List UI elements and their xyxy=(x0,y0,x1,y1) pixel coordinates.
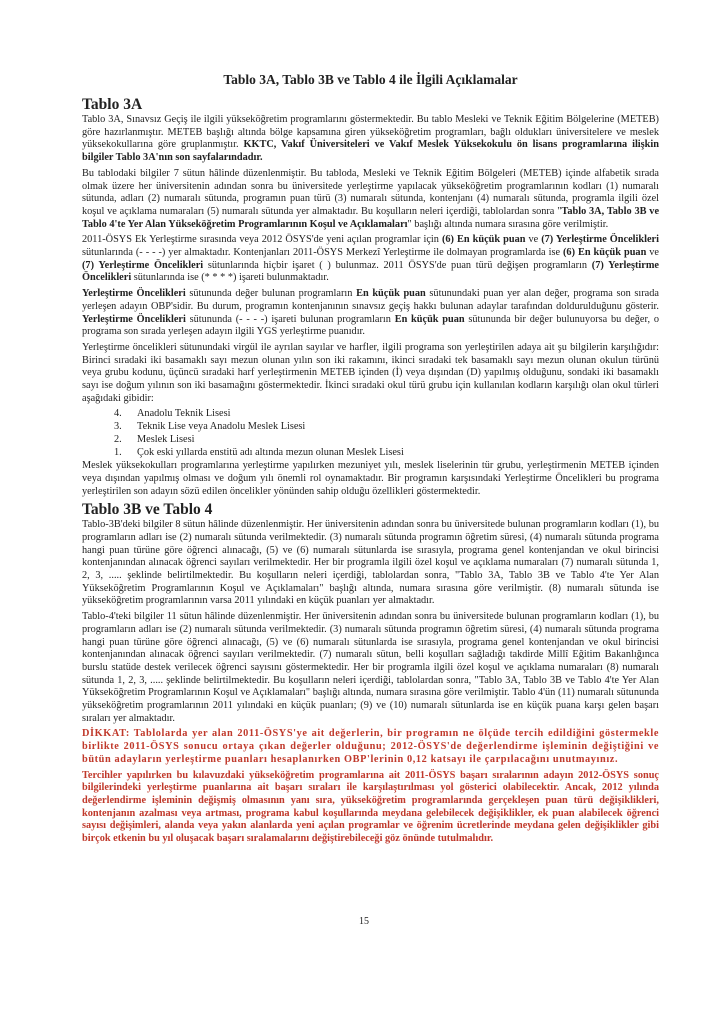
section-heading-tablo-3b-4: Tablo 3B ve Tablo 4 xyxy=(82,501,213,519)
paragraph-3a-intro: Tablo 3A, Sınavsız Geçiş ile ilgili yükseköğretim programlarını göstermektedir. Bu tablo Mesleki ve Teknik Eğitim Bölgelerine (METEB) göre hazırlanmıştır. METEB başlığı altında bölge kapsamına giren yükseköğretim programları, bağlı oldukları üniversitelere ve meslek yüksekokullarına göre gruplanmıştır. KKTC, Vakıf Üniversiteleri ve Vakıf Meslek Yüksekokulu ön lisans programlarına ilişkin bilgiler Tablo 3A'nın son sayfalarındadır. xyxy=(82,114,659,164)
page-number: 15 xyxy=(359,916,369,927)
list-item: 2. Meslek Lisesi xyxy=(114,434,195,446)
paragraph-3a-new-programs: 2011-ÖSYS Ek Yerleştirme sırasında veya 2012 ÖSYS'de yeni açılan programlar için (6) En küçük puan ve (7) Yerleştirme Öncelikleri sütunlarında (- - - -) yer almaktadır. Kontenjanları 2011-ÖSYS Merkezî Yerleştirme ile dolmayan programlarda ise (6) En küçük puan ve (7) Yerleştirme Öncelikleri sütunlarında hiçbir işaret ( ) bulunmaz. 2011 ÖSYS'de puan türü değişen programların (7) Yerleştirme Öncelikleri sütunlarında ise (* * * *) işareti bulunmaktadır. xyxy=(82,234,659,284)
paragraph-3a-codes: Yerleştirme öncelikleri sütunundaki virgül ile ayrılan sayılar ve harfler, ilgili programa son yerleştirilen adaya ait şu bilgilerin karşılığıdır: Birinci sıradaki iki basamaklı sayı mezun olunan yılın son iki rakamını, ikinci sıradaki tek basamaklı sayı mezun olunan okulun türünü veya grubu kodunu, üçüncü sıradaki harf yerleştirmenin METEB içinden (İ) veya dışından (D) yapılmış olduğunu, sondaki iki basamaklı sayı ise doğum yılının son iki basamağını göstermektedir. İkinci sıradaki okul türü grubu için kullanılan kodların karşılığı olan okul türleri aşağıdaki gibidir: xyxy=(82,341,659,404)
guidance-paragraph: Tercihler yapılırken bu kılavuzdaki yükseköğretim programlarına ait 2011-ÖSYS başarı sıralarının adayın 2012-ÖSYS sonuç bilgilerindeki yerleştirme puanlarına ait başarı sıraları ile karşılaştırılması yol gösterici olabilecektir. Ancak, 2012 yılında değerlendirme işleminin değişmiş olmasının yanı sıra, yükseköğretim programlarında gerçekleşen puan türü değişiklikleri, kontenjanın azalması veya artması, programa kabul koşullarında meydana gelebilecek değişiklikler, ek puan alabilecek öğrenci sayısı değişimleri, alanda veya yakın alanlarda yeni açılan programlar ve öğrenim ücretlerinde meydana gelen değişiklikler gibi birçok etkenin bu yıl oluşacak başarı sıralamalarını değiştirebileceği göz önünde tutulmalıdır. xyxy=(82,769,659,845)
list-item: 3. Teknik Lise veya Anadolu Meslek Lisesi xyxy=(114,421,306,433)
paragraph-3b: Tablo-3B'deki bilgiler 8 sütun hâlinde düzenlenmiştir. Her üniversitenin adından sonra bu üniversitede bulunan programların kodları (1), bu programların adları ise (2) numaralı sütunda verilmektedir. (3) numaralı sütunda programın öğretim süresi, (4) numaralı sütunda programa hangi puan türüne göre öğrenci alınacağı, (5) ve (6) numaralı sütunlarda ise sırasıyla, programa genel kontenjandan ve okul birincisi kontenjanından alınacak öğrenci sayıları verilmektedir. Her bir programla ilgili özel koşul ve açıklama numaraları (7) numaralı sütunda 1, 2, 3, ..... şeklinde belirtilmektedir. Bu koşulların neleri içerdiği, tablolardan sonra, "Tablo 3A, Tablo 3B ve Tablo 4'te Yer Alan Yükseköğretim Programlarının Koşul ve Açıklamaları" başlığı altında, numara sırasına göre verilmiştir. (8) numaralı sütunda ise yükseköğretim programlarının varsa 2011 yılındaki en küçük puanları yer almaktadır. xyxy=(82,519,659,607)
paragraph-3a-priorities: Yerleştirme Öncelikleri sütununda değer bulunan programların En küçük puan sütunundaki puan yer alan değer, programa son sırada yerleşen adayın OBP'sidir. Bu durum, programın kontenjanının sınavsız geçiş hakkı bulunan adaylar tarafından doldurulduğunu gösterir. Yerleştirme Öncelikleri sütununda (- - - -) işareti bulunan programların En küçük puan sütununda bir değer bulunuyorsa bu değer, o programa son sırada yerleşen adayın ilgili YGS yerleştirme puanıdır. xyxy=(82,288,659,338)
paragraph-3a-vocational: Meslek yüksekokulları programlarına yerleştirme yapılırken mezuniyet yılı, meslek liselerinin tür grubu, yerleştirmenin METEB içinden veya dışından yapılmış olması ve doğum yılı önemli rol oynamaktadır. Bir programın karşısındaki Yerleştirme Öncelikleri bu programa yerleştirilen son adayın sözü edilen öncelikler yönünden sahip olduğu özellikleri göstermektedir. xyxy=(82,460,659,497)
document-page xyxy=(82,72,659,849)
paragraph-tablo-4: Tablo-4'teki bilgiler 11 sütun hâlinde düzenlenmiştir. Her üniversitenin adından sonra bu üniversitede bulunan programların kodları (1), bu programların adları ise (2) numaralı sütunda verilmektedir. (3) numaralı sütunda programın öğretim süresi, (4) numaralı sütunda programa hangi puan türüne göre öğrenci alınacağı, (5) ve (6) numaralı sütunlarda ise sırasıyla, programa genel kontenjandan ve okul birincisi kontenjanından alınacak öğrenci sayıları verilmektedir. (7) numaralı sütun, belli koşulları sağladığı takdirde Millî Eğitim Bakanlığınca burslu statüde destek verilecek öğrenci sayısını göstermektedir. Her bir programla ilgili özel koşul ve açıklama numaraları (8) numaralı sütunda 1, 2, 3, ..... şeklinde belirtilmektedir. Bu koşulların neleri içerdiği, tablolardan sonra, "Tablo 3A, Tablo 3B ve Tablo 4'te Yer Alan Yükseköğretim Programlarının Koşul ve Açıklamaları" başlığı altında, numara sırasına göre verilmiştir. Tablo 4'ün (11) numaralı sütununda yükseköğretim programlarının 2011 yılındaki en küçük puanları; (9) ve (10) numaralı sütunlarda ise en küçük puana karşı gelen başarı sıraları yer almaktadır. xyxy=(82,611,659,724)
warning-paragraph: DİKKAT: Tablolarda yer alan 2011-ÖSYS'ye ait değerlerin, bir programın ne ölçüde tercih edildiğini göstermekle birlikte 2011-ÖSYS sonucu ortaya çıkan değerler olduğunu; 2012-ÖSYS'de değerlendirme işleminin değiştiğini ve bütün adayların yerleştirme puanları hesaplanırken OBP'lerinin 0,12 katsayı ile çarpılacağını unutmayınız. xyxy=(82,728,659,765)
section-heading-tablo-3a: Tablo 3A xyxy=(82,96,143,113)
list-item: 1. Çok eski yıllarda enstitü adı altında mezun olunan Meslek Lisesi xyxy=(114,447,404,459)
list-item: 4. Anadolu Teknik Lisesi xyxy=(114,408,231,420)
page-title: Tablo 3A, Tablo 3B ve Tablo 4 ile İlgili Açıklamalar xyxy=(223,72,518,87)
school-type-list xyxy=(82,408,659,460)
paragraph-3a-columns: Bu tablodaki bilgiler 7 sütun hâlinde düzenlenmiştir. Bu tabloda, Mesleki ve Teknik Eğitim Bölgeleri (METEB) içinde alfabetik sırada olmak üzere her üniversitenin adından sonra bu üniversitede yerleştirme yapılacak yükseköğretim programlarının kodları (1) numaralı sütunda, adları (2) numaralı sütunda, programın puan türü (3) numaralı sütunda, kontenjanı (4) numaralı sütunda, programla ilgili özel koşul ve açıklama numaraları (5) numaralı sütunda yer almaktadır. Bu koşulların neleri içerdiği, tablolardan sonra "Tablo 3A, Tablo 3B ve Tablo 4'te Yer Alan Yükseköğretim Programlarının Koşul ve Açıklamaları" başlığı altında numara sırasına göre verilmiştir. xyxy=(82,167,660,230)
